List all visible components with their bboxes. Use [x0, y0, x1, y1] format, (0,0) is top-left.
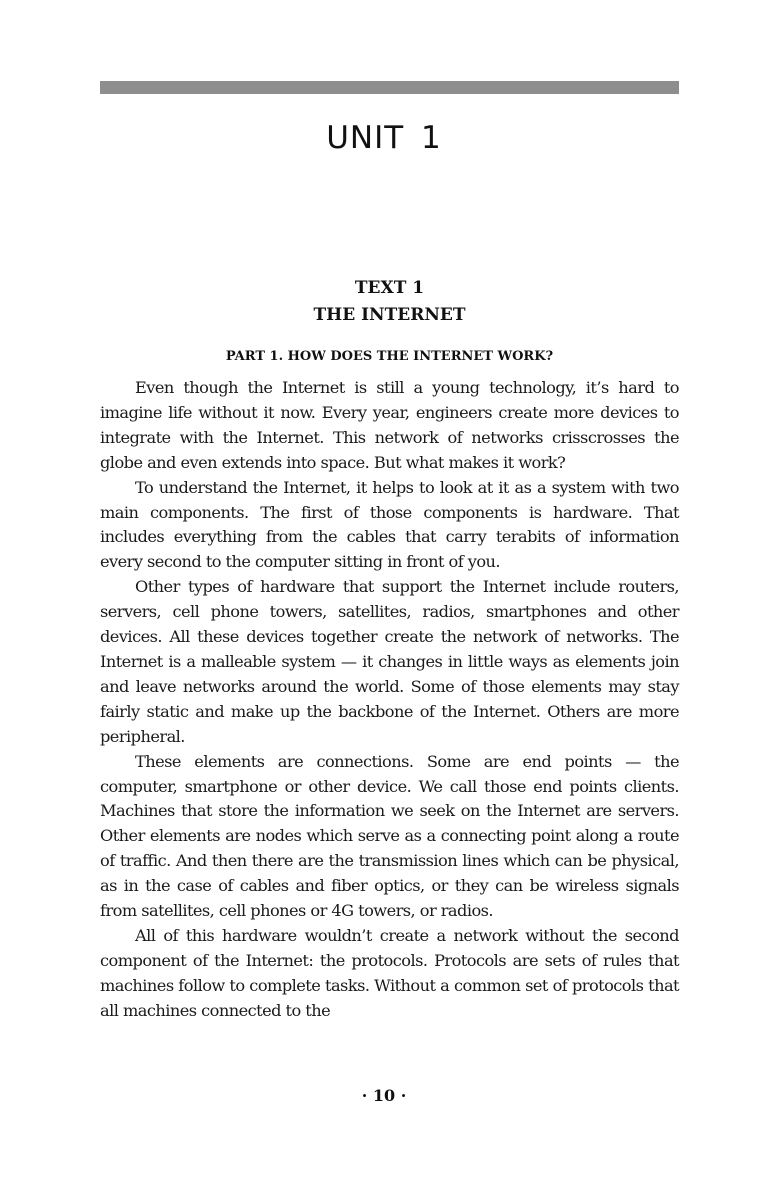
part-heading: PART 1. HOW DOES THE INTERNET WORK?	[225, 349, 554, 364]
unit-title: UNIT 1	[326, 120, 442, 156]
top-rule	[100, 81, 679, 94]
text-label: TEXT 1	[354, 278, 425, 298]
text-title: THE INTERNET	[313, 305, 466, 325]
page-number: · 10 ·	[361, 1086, 407, 1105]
paragraph: All of this hardware wouldn’t create a network without the second component of the Internet: the protocols. Protocols are sets of rules that machines follow to complete tasks. Without a common set of protocols that all machines connected to the	[100, 925, 679, 1020]
paragraph: Other types of hardware that support the Internet include routers, servers, cell phone towers, satellites, radios, smartphones and other devices. All these devices together create the network of networks. The Internet is a malleable system — it changes in little ways as elements join and leave networks around the world. Some of those elements may stay fairly static and make up the backbone of the Internet. Others are more peripheral.	[100, 577, 679, 746]
paragraph: To understand the Internet, it helps to look at it as a system with two main components. The first of those components is hardware. That includes everything from the cables that carry terabits of information every second to the computer sitting in front of you.	[100, 477, 679, 572]
paragraph: Even though the Internet is still a young technology, it’s hard to imagine life without it now. Every year, engineers create more devices to integrate with the Internet. This network of networks crisscrosses the globe and even extends into space. But what makes it work?	[100, 378, 679, 472]
paragraph: These elements are connections. Some are end points — the computer, smartphone or other device. We call those end points clients. Machines that store the information we seek on the Internet are servers. Other elements are nodes which serve as a connecting point along a route of traffic. And then there are the transmission lines which can be physical, as in the case of cables and fiber optics, or they can be wireless signals from satellites, cell phones or 4G towers, or radios.	[100, 751, 679, 921]
body-text	[100, 376, 679, 1024]
